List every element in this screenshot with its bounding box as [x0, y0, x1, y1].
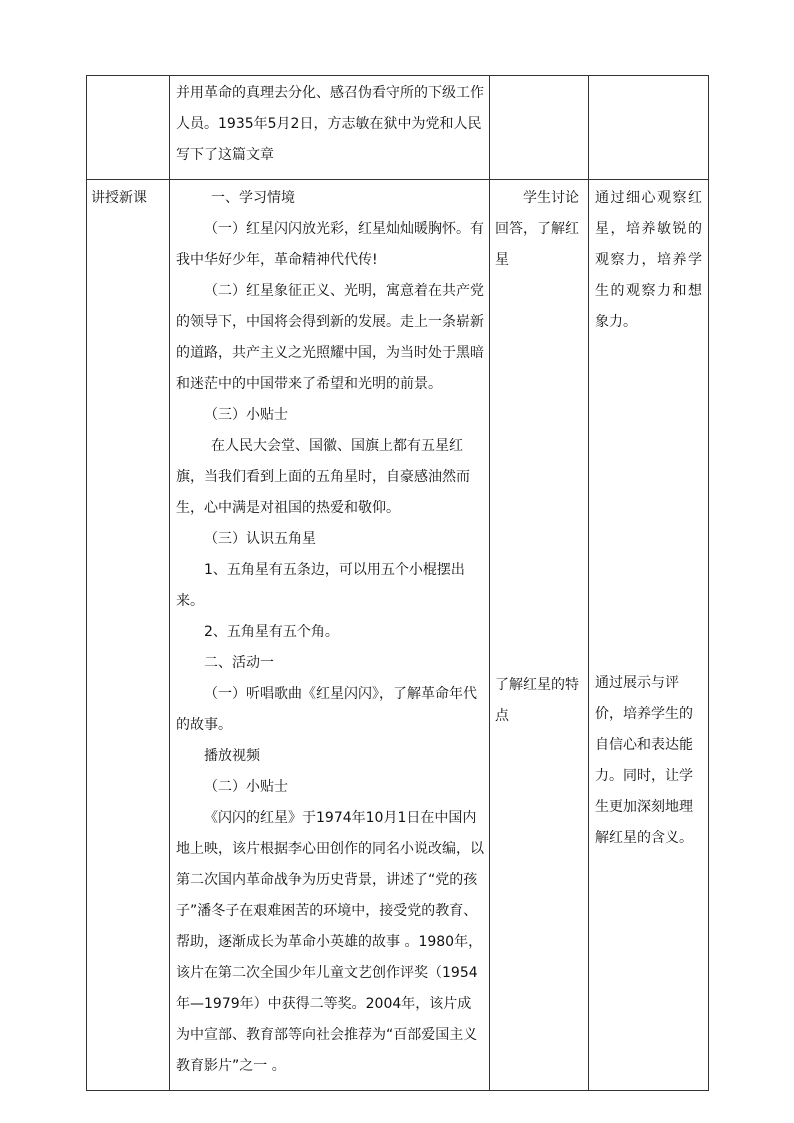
section-heading: 二、活动一: [204, 655, 274, 671]
content-paragraph: 《闪闪的红星》于1974年10月1日在中国内地上映，该片根据李心田创作的同名小说改编，以第二次国内革命战争为历史背景，讲述了“党的孩子”潘冬子在艰难困苦的环境中，接受党的教育、帮助，逐渐成长为革命小英雄的故事 。1980年，该片在第二次全国少年儿童文艺创作评奖（1954年—1979年）中获得二等奖。2004年，该片成为中宣部、教育部等向社会推荐为“百部爱国主义教育影片”之一 。: [176, 810, 484, 1074]
content-cell: [170, 180, 490, 1091]
content-paragraph: 播放视频: [204, 748, 260, 764]
table-row: [87, 180, 709, 1091]
content-paragraph: 1、五角星有五条边，可以用五个小棍摆出来。: [176, 562, 465, 609]
design-intent-cell-empty: [589, 76, 709, 180]
stage-label: 讲授新课: [91, 190, 147, 206]
content-paragraph: （一）听唱歌曲《红星闪闪》，了解革命年代的故事。: [176, 686, 477, 733]
content-paragraph: （三）认识五角星: [204, 531, 316, 547]
content-cell: [170, 76, 490, 180]
stage-cell: [87, 180, 170, 1091]
student-activity-text: 了解红星的特点: [495, 677, 579, 724]
content-paragraph: 在人民大会堂、国徽、国旗上都有五星红旗，当我们看到上面的五角星时，自豪感油然而生，心中满是对祖国的热爱和敬仰。: [176, 438, 470, 516]
student-activity-cell-empty: [490, 76, 589, 180]
content-paragraph: （三）小贴士: [204, 407, 288, 423]
stage-cell-empty: [87, 76, 170, 180]
content-paragraph: （一）红星闪闪放光彩，红星灿灿暖胸怀。有我中华好少年，革命精神代代传!: [176, 221, 484, 268]
lesson-plan-table: [86, 75, 709, 1091]
design-intent-text: 通过细心观察红星，培养敏锐的观察力，培养学生的观察力和想象力。: [595, 190, 702, 330]
student-activity-cell: [490, 180, 589, 1091]
design-intent-text: 通过展示与评价，培养学生的自信心和表达能力。同时，让学生更加深刻地理解红星的含义。: [595, 675, 693, 846]
student-activity-text: 学生讨论回答，了解红星: [495, 190, 579, 268]
content-paragraph: 并用革命的真理去分化、感召伪看守所的下级工作人员。1935年5月2日，方志敏在狱中为党和人民写下了这篇文章: [176, 85, 484, 163]
table-row: [87, 76, 709, 180]
section-heading: 一、学习情境: [211, 190, 295, 206]
content-paragraph: （二）小贴士: [204, 779, 288, 795]
design-intent-cell: [589, 180, 709, 1091]
content-paragraph: 2、五角星有五个角。: [204, 624, 339, 640]
content-paragraph: （二）红星象征正义、光明，寓意着在共产党的领导下，中国将会得到新的发展。走上一条崭新的道路，共产主义之光照耀中国，为当时处于黑暗和迷茫中的中国带来了希望和光明的前景。: [176, 283, 484, 392]
